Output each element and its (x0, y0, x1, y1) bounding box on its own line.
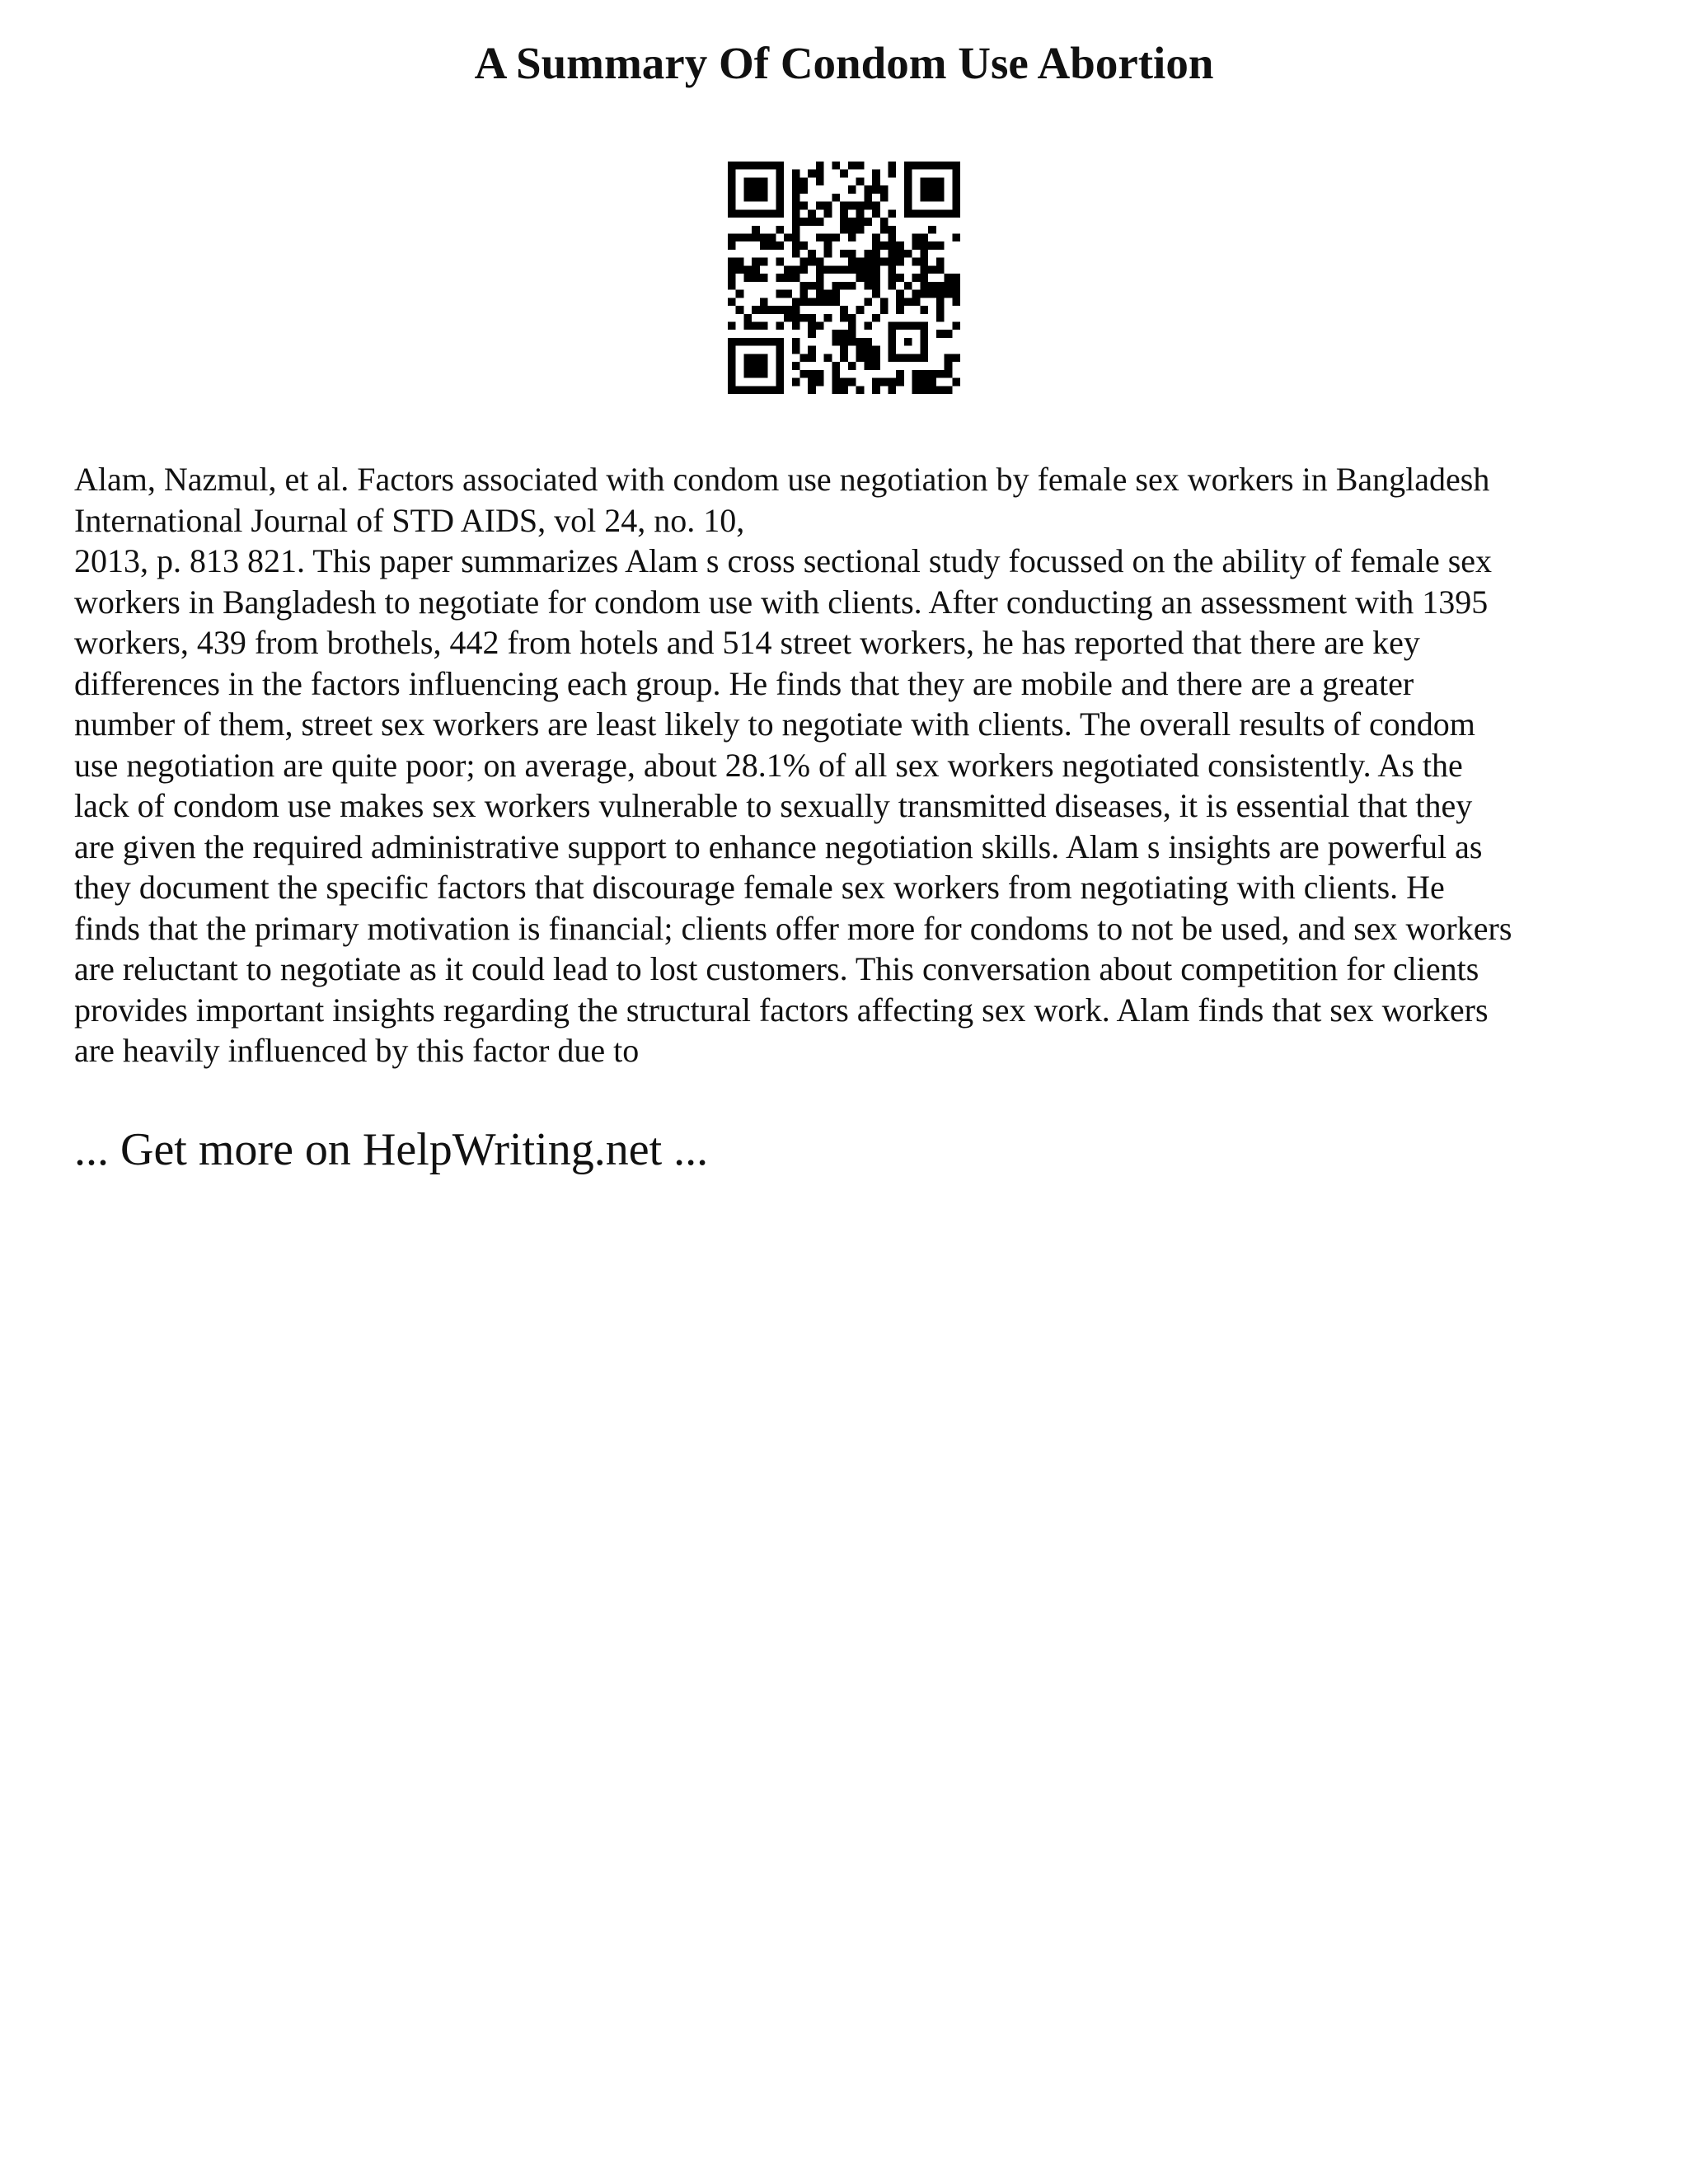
summary-paragraph (74, 459, 1657, 1071)
paragraph-line: provides important insights regarding the structural factors affecting sex work. Alam finds that sex workers (74, 991, 1489, 1029)
paragraph-line: lack of condom use makes sex workers vulnerable to sexually transmitted diseases, it is essential that they (74, 787, 1473, 824)
paragraph-line: differences in the factors influencing each group. He finds that they are mobile and there are a greater (74, 664, 1414, 702)
paragraph-line: workers, 439 from brothels, 442 from hotels and 514 street workers, he has reported that there are key (74, 624, 1420, 661)
paragraph-line: are heavily influenced by this factor due to (74, 1032, 640, 1069)
paragraph-line: they document the specific factors that discourage female sex workers from negotiating with clients. He (74, 869, 1445, 906)
paragraph-line: are reluctant to negotiate as it could lead to lost customers. This conversation about competition for clients (74, 950, 1479, 987)
paragraph-line: Alam, Nazmul, et al. Factors associated with condom use negotiation by female sex workers in Bangladesh (74, 461, 1490, 498)
qr-code-icon (728, 162, 960, 394)
paragraph-line: workers in Bangladesh to negotiate for condom use with clients. After conducting an assessment with 1395 (74, 583, 1489, 621)
paragraph-line: number of them, street sex workers are least likely to negotiate with clients. The overall results of condom (74, 705, 1475, 743)
paragraph-line: use negotiation are quite poor; on average, about 28.1% of all sex workers negotiated consistently. As the (74, 746, 1463, 784)
page-title: A Summary Of Condom Use Abortion (474, 38, 1214, 88)
paragraph-line: are given the required administrative support to enhance negotiation skills. Alam s insights are powerful as (74, 827, 1483, 865)
paragraph-line: International Journal of STD AIDS, vol 24, no. 10, (74, 501, 745, 539)
get-more-link[interactable]: ... Get more on HelpWriting.net ... (74, 1124, 709, 1175)
paragraph-line: 2013, p. 813 821. This paper summarizes Alam s cross sectional study focussed on the ability of female sex (74, 542, 1493, 579)
paragraph-line: finds that the primary motivation is financial; clients offer more for condoms to not be used, and sex workers (74, 909, 1512, 947)
